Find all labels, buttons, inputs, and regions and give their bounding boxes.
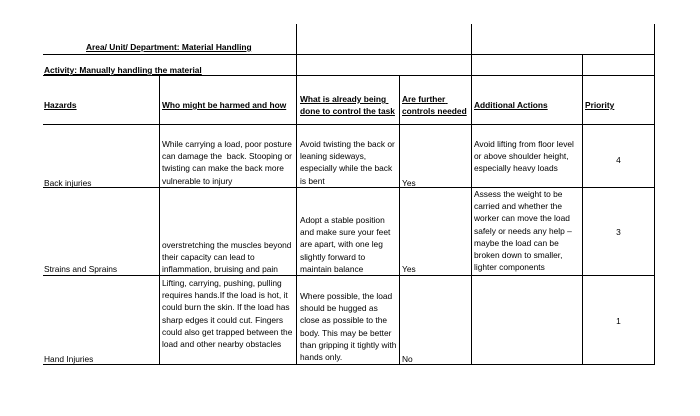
row-1-hazard: Back injuries [44, 178, 92, 188]
grid-line [399, 76, 400, 365]
row-1-priority: 4 [616, 155, 621, 165]
row-3-already-done: Where possible, the load should be hugged as close as possible to the body. This may be better than gripping it tightly with hands only. [300, 291, 399, 363]
activity-title: Activity: Manually handling the material [44, 65, 202, 75]
row-3-priority: 1 [616, 316, 621, 326]
row-2-who: overstretching the muscles beyond their capacity can lead to inflammation, bruising and pain [162, 240, 294, 275]
header-already-done: What is already being done to control the task [300, 94, 395, 117]
header-additional-actions: Additional Actions [474, 100, 548, 110]
row-2-hazard: Strains and Sprains [44, 264, 118, 274]
grid-line [43, 124, 655, 125]
row-1-already-done: Avoid twisting the back or leaning sideways, especially while the back is bent [300, 139, 398, 186]
grid-line [159, 76, 160, 365]
header-further-controls: Are further controls needed [402, 94, 467, 117]
header-who-harmed: Who might be harmed and how [162, 100, 287, 110]
row-1-additional-actions: Avoid lifting from floor level or above shoulder height, especially heavy loads [474, 139, 577, 174]
area-title: Area/ Unit/ Department: Material Handling [86, 42, 252, 52]
grid-line [43, 54, 655, 55]
header-priority: Priority [585, 100, 615, 110]
header-hazards: Hazards [44, 100, 77, 110]
row-1-further-controls: Yes [402, 178, 416, 188]
grid-line [43, 364, 655, 365]
row-1-who: While carrying a load, poor posture can damage the back. Stooping or twisting can make the back more vulnerable to injury [162, 139, 295, 186]
row-3-further-controls: No [402, 354, 413, 364]
row-2-priority: 3 [616, 227, 621, 237]
row-2-further-controls: Yes [402, 264, 416, 274]
grid-line [43, 275, 655, 276]
row-2-already-done: Adopt a stable position and make sure your feet are apart, with one leg slightly forward to maintain balance [300, 215, 393, 274]
row-3-who: Lifting, carrying, pushing, pulling requires hands.If the load is hot, it could burn the skin. If the load has sharp edges it could cut. Fingers could also get trapped between the load and other nearby obstacles [162, 278, 295, 350]
row-2-additional-actions: Assess the weight to be carried and whether the worker can move the load safely or needs any help – maybe the load can be broken down to smaller, lighter components [474, 189, 575, 273]
row-3-hazard: Hand Injuries [44, 354, 94, 364]
